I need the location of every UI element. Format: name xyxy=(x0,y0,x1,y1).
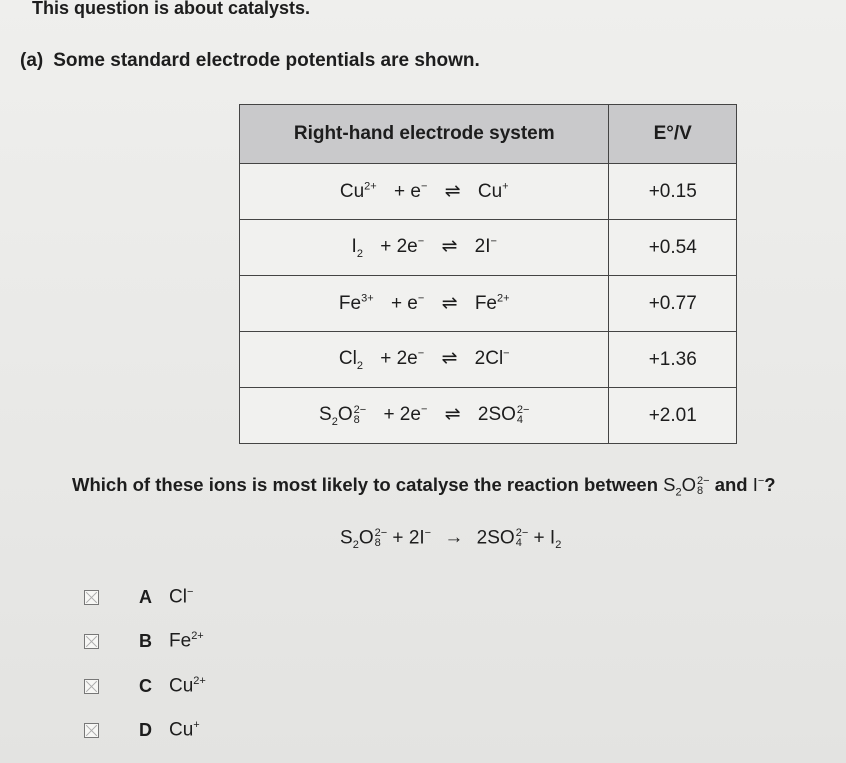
half-equation-cell xyxy=(240,220,609,276)
species: 2I xyxy=(474,236,491,258)
answer-options xyxy=(84,582,206,760)
species: Cu xyxy=(339,181,365,202)
species: 2SO xyxy=(476,527,515,549)
species: Cl xyxy=(169,586,187,608)
potential-value: +0.54 xyxy=(609,220,737,276)
option-ion xyxy=(169,630,204,652)
subscript: 4 xyxy=(516,414,524,427)
charge: + xyxy=(502,180,509,193)
subscript: 2 xyxy=(331,415,338,428)
table-row xyxy=(240,276,737,332)
option-letter: B xyxy=(139,631,152,651)
charge: − xyxy=(186,585,194,598)
species: Fe xyxy=(169,630,192,652)
intro-text: This question is about catalysts. xyxy=(32,0,311,18)
species: 2Cl xyxy=(474,348,504,370)
subscript: 8 xyxy=(374,537,381,550)
header-electrode-system: Right-hand electrode system xyxy=(240,105,609,164)
sub-sup-stack xyxy=(516,528,529,548)
table-header-row xyxy=(240,105,737,164)
option-a[interactable] xyxy=(84,582,206,612)
plus-sign: + xyxy=(533,527,545,549)
option-ion xyxy=(169,719,200,741)
option-letter: A xyxy=(139,586,152,607)
half-equation-cell xyxy=(240,276,609,332)
charge: − xyxy=(757,474,765,487)
electrons: + e xyxy=(390,293,418,314)
equilibrium-arrow-icon: ⇌ xyxy=(441,236,458,258)
sub-sup-stack xyxy=(517,405,530,425)
part-a-heading xyxy=(20,50,480,72)
equilibrium-arrow-icon: ⇌ xyxy=(444,181,461,202)
charge: − xyxy=(424,527,432,539)
subscript: 2 xyxy=(352,539,359,552)
charge: − xyxy=(503,347,510,360)
species: O xyxy=(681,474,696,495)
half-equation-cell xyxy=(240,164,609,220)
subscript: 2 xyxy=(675,486,682,499)
potential-value: +2.01 xyxy=(609,388,737,444)
charge: − xyxy=(420,180,428,193)
charge: 3+ xyxy=(361,292,374,305)
species: I xyxy=(549,527,556,549)
charge: + xyxy=(193,719,200,732)
charge: 2+ xyxy=(191,630,204,643)
table-row xyxy=(240,164,737,220)
half-equation-cell xyxy=(240,332,609,388)
species: 2SO xyxy=(477,404,516,426)
charge: − xyxy=(420,403,428,416)
species: Fe xyxy=(338,293,362,314)
question-stem: Which of these ions is most likely to catalyse the reaction between xyxy=(72,474,658,495)
part-text: Some standard electrode potentials are shown. xyxy=(53,50,480,71)
sub-sup-stack xyxy=(697,476,710,496)
subscript: 2 xyxy=(555,539,562,552)
subscript: 2 xyxy=(356,247,363,260)
species: S xyxy=(663,474,676,495)
charge: 2− xyxy=(353,404,367,417)
charge: 2− xyxy=(516,404,530,417)
species: Cu xyxy=(169,675,194,697)
answer-checkbox[interactable] xyxy=(84,634,99,649)
option-ion xyxy=(169,675,206,697)
answer-checkbox[interactable] xyxy=(84,679,99,694)
reaction-arrow-icon: → xyxy=(444,527,464,549)
option-c[interactable] xyxy=(84,671,206,701)
charge: 2+ xyxy=(193,674,206,687)
charge: 2− xyxy=(697,475,710,488)
charge: 2− xyxy=(374,527,388,540)
overall-reaction-equation xyxy=(340,527,561,551)
subscript: 8 xyxy=(697,485,704,498)
equilibrium-arrow-icon: ⇌ xyxy=(441,348,458,370)
charge: − xyxy=(490,235,497,248)
charge: − xyxy=(417,235,425,248)
answer-checkbox[interactable] xyxy=(84,590,99,605)
potential-value: +0.15 xyxy=(609,164,737,220)
table-row xyxy=(240,388,737,444)
species: Fe xyxy=(474,293,497,314)
table-row xyxy=(240,332,737,388)
charge: 2+ xyxy=(364,180,377,193)
sub-sup-stack xyxy=(354,405,367,425)
option-b[interactable] xyxy=(84,627,206,657)
charge: 2+ xyxy=(497,292,510,305)
subscript: 2 xyxy=(356,359,363,372)
species: I xyxy=(752,474,758,495)
subscript: 4 xyxy=(515,537,522,550)
header-potential: E°/V xyxy=(609,105,737,164)
sub-sup-stack xyxy=(375,528,388,548)
species: I xyxy=(351,236,357,258)
option-d[interactable] xyxy=(84,716,206,746)
species: 2I xyxy=(408,527,425,549)
species: S xyxy=(340,527,353,549)
part-label: (a) xyxy=(20,50,44,71)
question-mark: ? xyxy=(764,474,776,495)
answer-checkbox[interactable] xyxy=(84,723,99,738)
option-ion xyxy=(169,586,193,608)
question-text xyxy=(72,474,776,499)
equilibrium-arrow-icon: ⇌ xyxy=(444,404,461,426)
charge: 2− xyxy=(515,527,529,540)
species: O xyxy=(337,404,353,426)
species: S xyxy=(319,404,332,426)
species: Cl xyxy=(338,348,357,370)
table-row xyxy=(240,220,737,276)
option-letter: C xyxy=(139,675,152,696)
charge: − xyxy=(417,292,425,305)
charge: − xyxy=(417,347,425,360)
plus-sign: + xyxy=(392,527,404,549)
species: O xyxy=(358,527,374,549)
half-equation-cell xyxy=(240,388,609,444)
option-letter: D xyxy=(139,720,152,740)
subscript: 8 xyxy=(353,414,360,427)
species: Cu xyxy=(477,181,503,202)
electrons: + 2e xyxy=(383,404,421,426)
electrons: + e xyxy=(394,181,421,202)
electrons: + 2e xyxy=(380,236,418,258)
conjunction: and xyxy=(714,474,748,495)
electrode-potential-table xyxy=(239,104,737,444)
potential-value: +0.77 xyxy=(609,276,737,332)
equilibrium-arrow-icon: ⇌ xyxy=(441,293,458,314)
potential-value: +1.36 xyxy=(609,332,737,388)
species: Cu xyxy=(169,719,194,741)
electrons: + 2e xyxy=(380,348,418,370)
